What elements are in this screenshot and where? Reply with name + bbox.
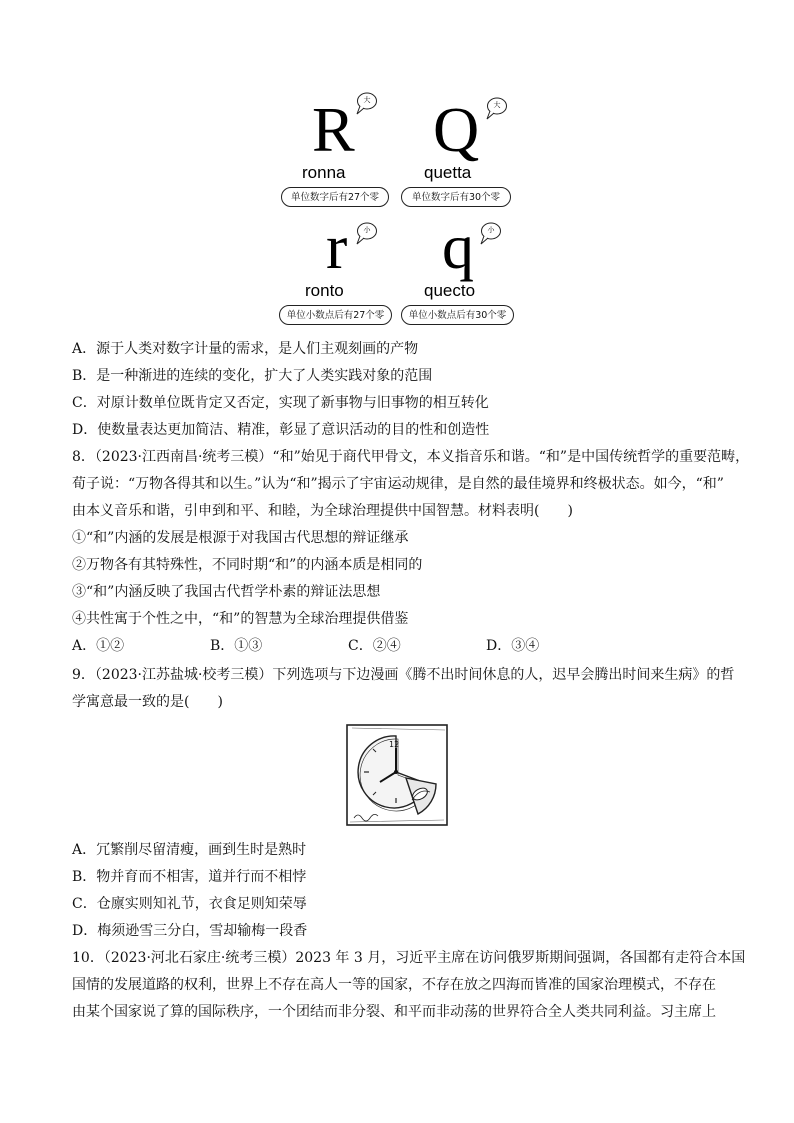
caption-quecto: 单位小数点后有30个零 [401, 305, 514, 325]
prefix-letter-Q: Q [433, 94, 480, 165]
q9-option-b: B．物并育而不相害，道并行而不相悖 [72, 869, 307, 885]
q9-stem-line2: 学寓意最一致的是( ) [72, 694, 223, 710]
q8-option-d: D．③④ [486, 638, 540, 654]
q9-option-d: D．梅须逊雪三分白，雪却输梅一段香 [72, 923, 308, 939]
size-tag-R: 大 [363, 96, 371, 104]
caption-quetta: 单位数字后有30个零 [401, 187, 511, 207]
q10-stem-line1: 10．（2023·河北石家庄·统考三模）2023 年 3 月，习近平主席在访问俄罗斯期间强调，各国都有走符合本国 [72, 950, 746, 966]
speech-bubble-r [356, 222, 378, 242]
prefix-letter-R: R [312, 94, 355, 165]
size-tag-q: 小 [487, 226, 495, 234]
q8-item-4: ④共性寓于个性之中，“和”的智慧为全球治理提供借鉴 [72, 611, 409, 627]
q8-option-c: C．②④ [348, 638, 401, 654]
prefix-name-quecto: quecto [424, 281, 476, 300]
q9-stem-line1: 9．（2023·江苏盐城·校考三模）下列选项与下边漫画《腾不出时间休息的人，迟早会腾出时间来生病》的哲 [72, 667, 735, 683]
size-tag-r: 小 [363, 226, 371, 234]
prefix-name-quetta: quetta [424, 163, 472, 182]
prefix-name-ronna: ronna [302, 163, 346, 182]
q7-option-c: C．对原计数单位既肯定又否定，实现了新事物与旧事物的相互转化 [72, 395, 489, 411]
prefix-letter-q: q [442, 211, 474, 282]
q7-option-a: A．源于人类对数字计量的需求，是人们主观刻画的产物 [72, 341, 419, 357]
q10-stem-line2: 国情的发展道路的权利，世界上不存在高人一等的国家，不存在放之四海而皆准的国家治理模式，不存在 [72, 977, 716, 993]
q7-option-d: D．使数量表达更加简洁、精准，彰显了意识活动的目的性和创造性 [72, 422, 490, 438]
speech-bubble-Q [486, 97, 508, 117]
q8-item-1: ①“和”内涵的发展是根源于对我国古代思想的辩证继承 [72, 530, 409, 546]
prefix-letter-r: r [326, 211, 348, 282]
q8-stem-line2: 荀子说：“万物各得其和以生。”认为“和”揭示了宇宙运动规律，是自然的最佳境界和终极状态。如今，“和” [72, 476, 724, 492]
q9-option-a: A．冗繁削尽留清瘦，画到生时是熟时 [72, 842, 307, 858]
speech-bubble-R [356, 92, 378, 112]
speech-bubble-q [480, 222, 502, 242]
q8-item-2: ②万物各有其特殊性，不同时期“和”的内涵本质是相同的 [72, 557, 423, 573]
prefix-name-ronto: ronto [305, 281, 344, 300]
q8-option-b: B．①③ [210, 638, 263, 654]
q7-option-b: B．是一种渐进的连续的变化，扩大了人类实践对象的范围 [72, 368, 433, 384]
q8-item-3: ③“和”内涵反映了我国古代哲学朴素的辩证法思想 [72, 584, 381, 600]
size-tag-Q: 大 [493, 101, 501, 109]
q9-option-c: C．仓廪实则知礼节，衣食足则知荣辱 [72, 896, 307, 912]
q10-stem-line3: 由某个国家说了算的国际秩序，一个团结而非分裂、和平而非动荡的世界符合全人类共同利益。习主席上 [72, 1004, 716, 1020]
caption-ronna: 单位数字后有27个零 [281, 187, 389, 207]
clock-twelve-label: 12 [389, 740, 400, 749]
caption-ronto: 单位小数点后有27个零 [279, 305, 392, 325]
q8-option-a: A．①② [72, 638, 125, 654]
q8-stem-line3: 由本义音乐和谐，引申到和平、和睦，为全球治理提供中国智慧。材料表明( ) [72, 503, 573, 519]
cartoon-clock-illustration [344, 722, 450, 828]
q8-stem-line1: 8．（2023·江西南昌·统考三模）“和”始见于商代甲骨文，本义指音乐和谐。“和”是中国传统哲学的重要范畴， [72, 449, 750, 465]
